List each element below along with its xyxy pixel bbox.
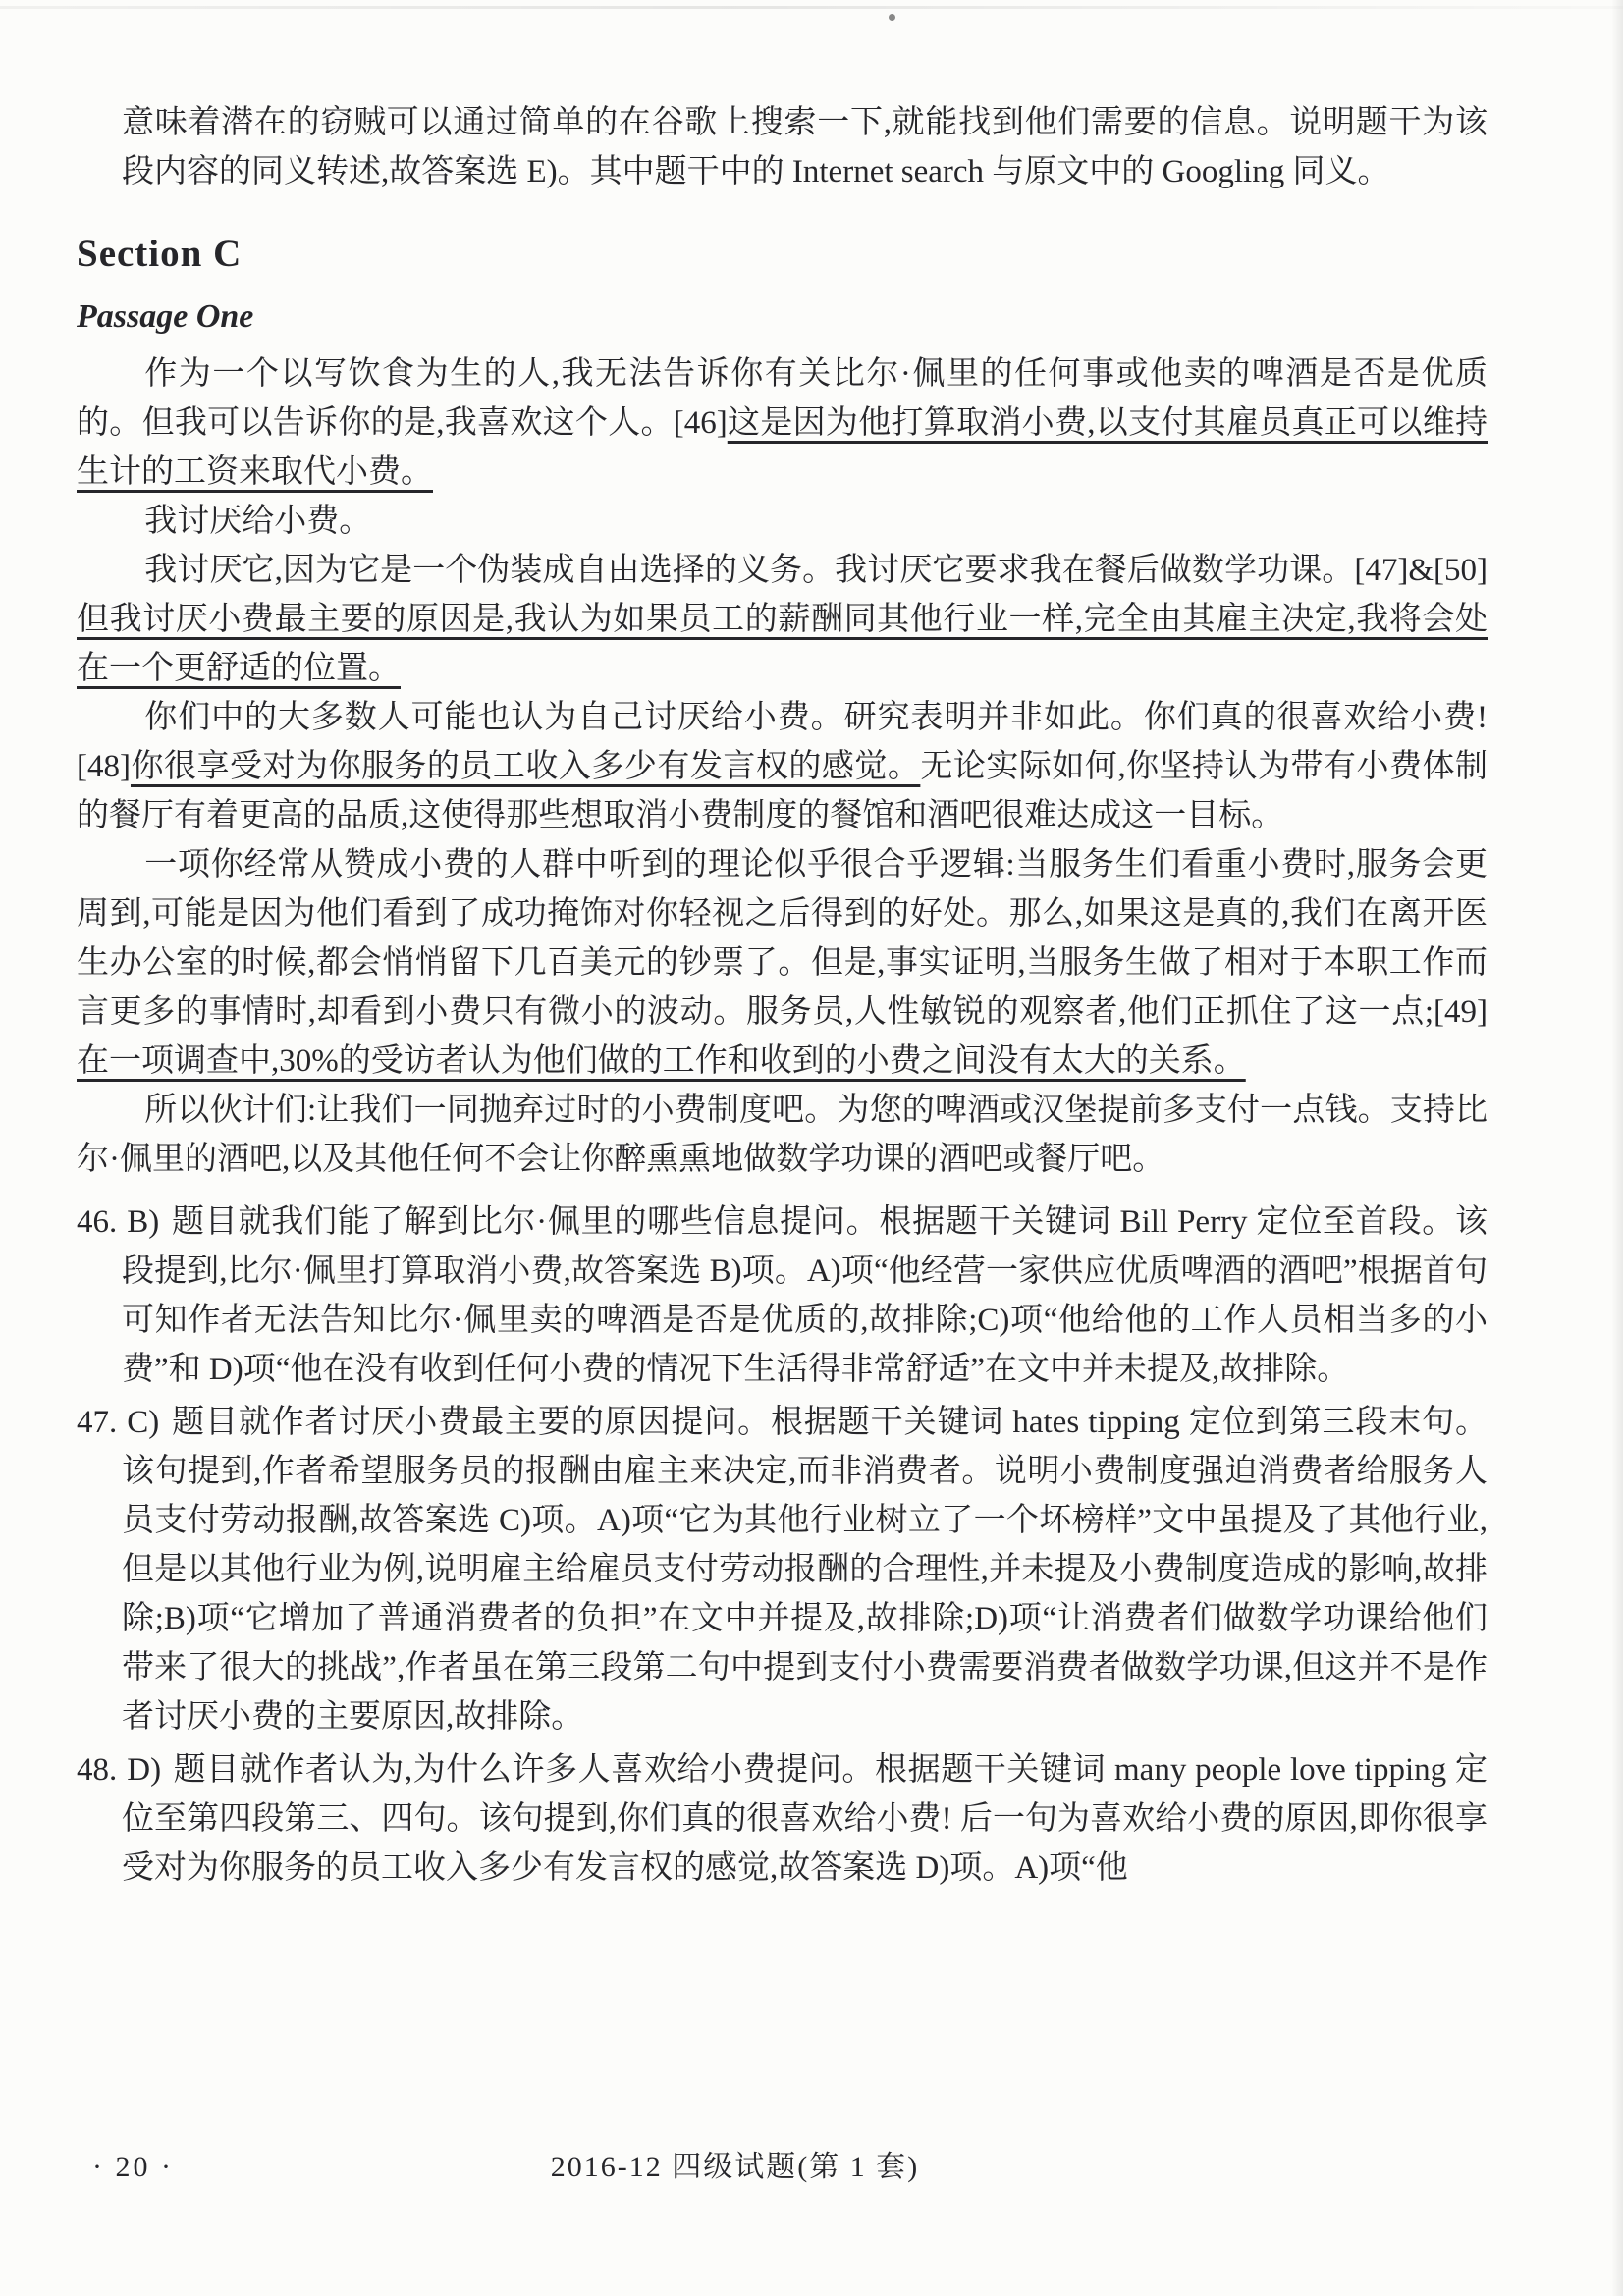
passage-segment: 所以伙计们:让我们一同抛弃过时的小费制度吧。为您的啤酒或汉堡提前多支付一点钱。支持比尔·佩里的酒吧,以及其他任何不会让你醉熏熏地做数学功课的酒吧或餐厅吧。: [77, 1093, 1488, 1177]
answer-option-letter: D): [127, 1752, 162, 1788]
answer-explanation-text: 题目就作者认为,为什么许多人喜欢给小费提问。根据题干关键词 many people love tipping 定位至第四段第三、四句。该句提到,你们真的很喜欢给小费! 后一句为喜欢给小费的原因,即你很享受对为你服务的员工收入多少有发言权的感觉,故答案选 D)项。A)项“他: [122, 1752, 1488, 1886]
answer-option-letter: B): [127, 1204, 160, 1240]
passage-paragraph: [77, 693, 1488, 840]
passage-paragraph: [77, 349, 1488, 497]
page-content: [77, 98, 1488, 1893]
scan-edge-artifact: [0, 6, 1623, 9]
answer-explanation-item: [77, 1198, 1488, 1394]
underlined-passage-segment: 但我讨厌小费最主要的原因是,我认为如果员工的薪酬同其他行业一样,完全由其雇主决定,我将会处在一个更舒适的位置。: [77, 602, 1488, 686]
page-number: · 20 ·: [92, 2151, 174, 2183]
passage-paragraph: [77, 840, 1488, 1086]
section-heading: Section C: [77, 233, 243, 275]
scan-shadow-artifact: [1611, 0, 1623, 2296]
answer-number: 48.: [77, 1752, 118, 1788]
passage-segment: 你们中的大多数人可能也认为自己讨厌给小费。研究表明并非如此。你们真的很喜欢给小费![48]: [77, 700, 1488, 784]
answer-explanation-text: 题目就我们能了解到比尔·佩里的哪些信息提问。根据题干关键词 Bill Perry 定位至首段。该段提到,比尔·佩里打算取消小费,故答案选 B)项。A)项“他经营一家供应优质啤酒的酒吧”根据首句可知作者无法告知比尔·佩里卖的啤酒是否是优质的,故排除;C)项“他给他的工作人员相当多的小费”和 D)项“他在没有收到任何小费的情况下生活得非常舒适”在文中并未提及,故排除。: [122, 1204, 1488, 1387]
underlined-passage-segment: 这是因为他打算取消小费,以支付其雇员真正可以维持生计的工资来取代小费。: [77, 405, 1488, 490]
passage-segment: 一项你经常从赞成小费的人群中听到的理论似乎很合乎逻辑:当服务生们看重小费时,服务会更周到,可能是因为他们看到了成功掩饰对你轻视之后得到的好处。那么,如果这是真的,我们在离开医生办公室的时候,都会悄悄留下几百美元的钞票了。但是,事实证明,当服务生做了相对于本职工作而言更多的事情时,却看到小费只有微小的波动。服务员,人性敏锐的观察者,他们正抓住了这一点;[49]: [77, 847, 1488, 1030]
answer-list: [77, 1198, 1488, 1893]
answer-explanation-item: [77, 1398, 1488, 1741]
passage-paragraph: [77, 1086, 1488, 1184]
passage-segment: 作为一个以写饮食为生的人,我无法告诉你有关比尔·佩里的任何事或他卖的啤酒是否是优质的。但我可以告诉你的是,我喜欢这个人。[46]: [77, 356, 1488, 441]
answer-explanation-item: [77, 1745, 1488, 1893]
passage-paragraph: [77, 546, 1488, 693]
answer-number: 47.: [77, 1405, 118, 1440]
passage-heading: Passage One: [77, 298, 254, 335]
previous-answer-continuation: 意味着潜在的窃贼可以通过简单的在谷歌上搜索一下,就能找到他们需要的信息。说明题干为该段内容的同义转述,故答案选 E)。其中题干中的 Internet search 与原文中的 Googling 同义。: [122, 105, 1488, 189]
answer-option-letter: C): [127, 1405, 160, 1440]
passage-segment: 我讨厌给小费。: [144, 504, 372, 539]
answer-number: 46.: [77, 1204, 118, 1240]
underlined-passage-segment: 你很享受对为你服务的员工收入多少有发言权的感觉。: [130, 749, 921, 784]
passage-segment: 我讨厌它,因为它是一个伪装成自由选择的义务。我讨厌它要求我在餐后做数学功课。[47]&[50]: [144, 553, 1488, 588]
footer-title: 2016-12 四级试题(第 1 套): [550, 2151, 920, 2183]
passage-paragraphs: [77, 349, 1488, 1184]
answer-explanation-text: 题目就作者讨厌小费最主要的原因提问。根据题干关键词 hates tipping 定位到第三段末句。该句提到,作者希望服务员的报酬由雇主来决定,而非消费者。说明小费制度强迫消费者给服务人员支付劳动报酬,故答案选 C)项。A)项“它为其他行业树立了一个坏榜样”文中虽提及了其他行业,但是以其他行业为例,说明雇主给雇员支付劳动报酬的合理性,并未提及小费制度造成的影响,故排除;B)项“它增加了普通消费者的负担”在文中并提及,故排除;D)项“让消费者们做数学功课给他们带来了很大的挑战”,作者虽在第三段第二句中提到支付小费需要消费者做数学功课,但这并不是作者讨厌小费的主要原因,故排除。: [122, 1405, 1488, 1735]
underlined-passage-segment: 在一项调查中,30%的受访者认为他们做的工作和收到的小费之间没有太大的关系。: [77, 1043, 1246, 1079]
scan-speck: [889, 14, 895, 21]
passage-segment: 无论实际如何,你坚持认为带有小费体制的餐厅有着更高的品质,这使得那些想取消小费制度的餐馆和酒吧很难达成这一目标。: [77, 749, 1488, 833]
passage-paragraph: [77, 497, 1488, 546]
